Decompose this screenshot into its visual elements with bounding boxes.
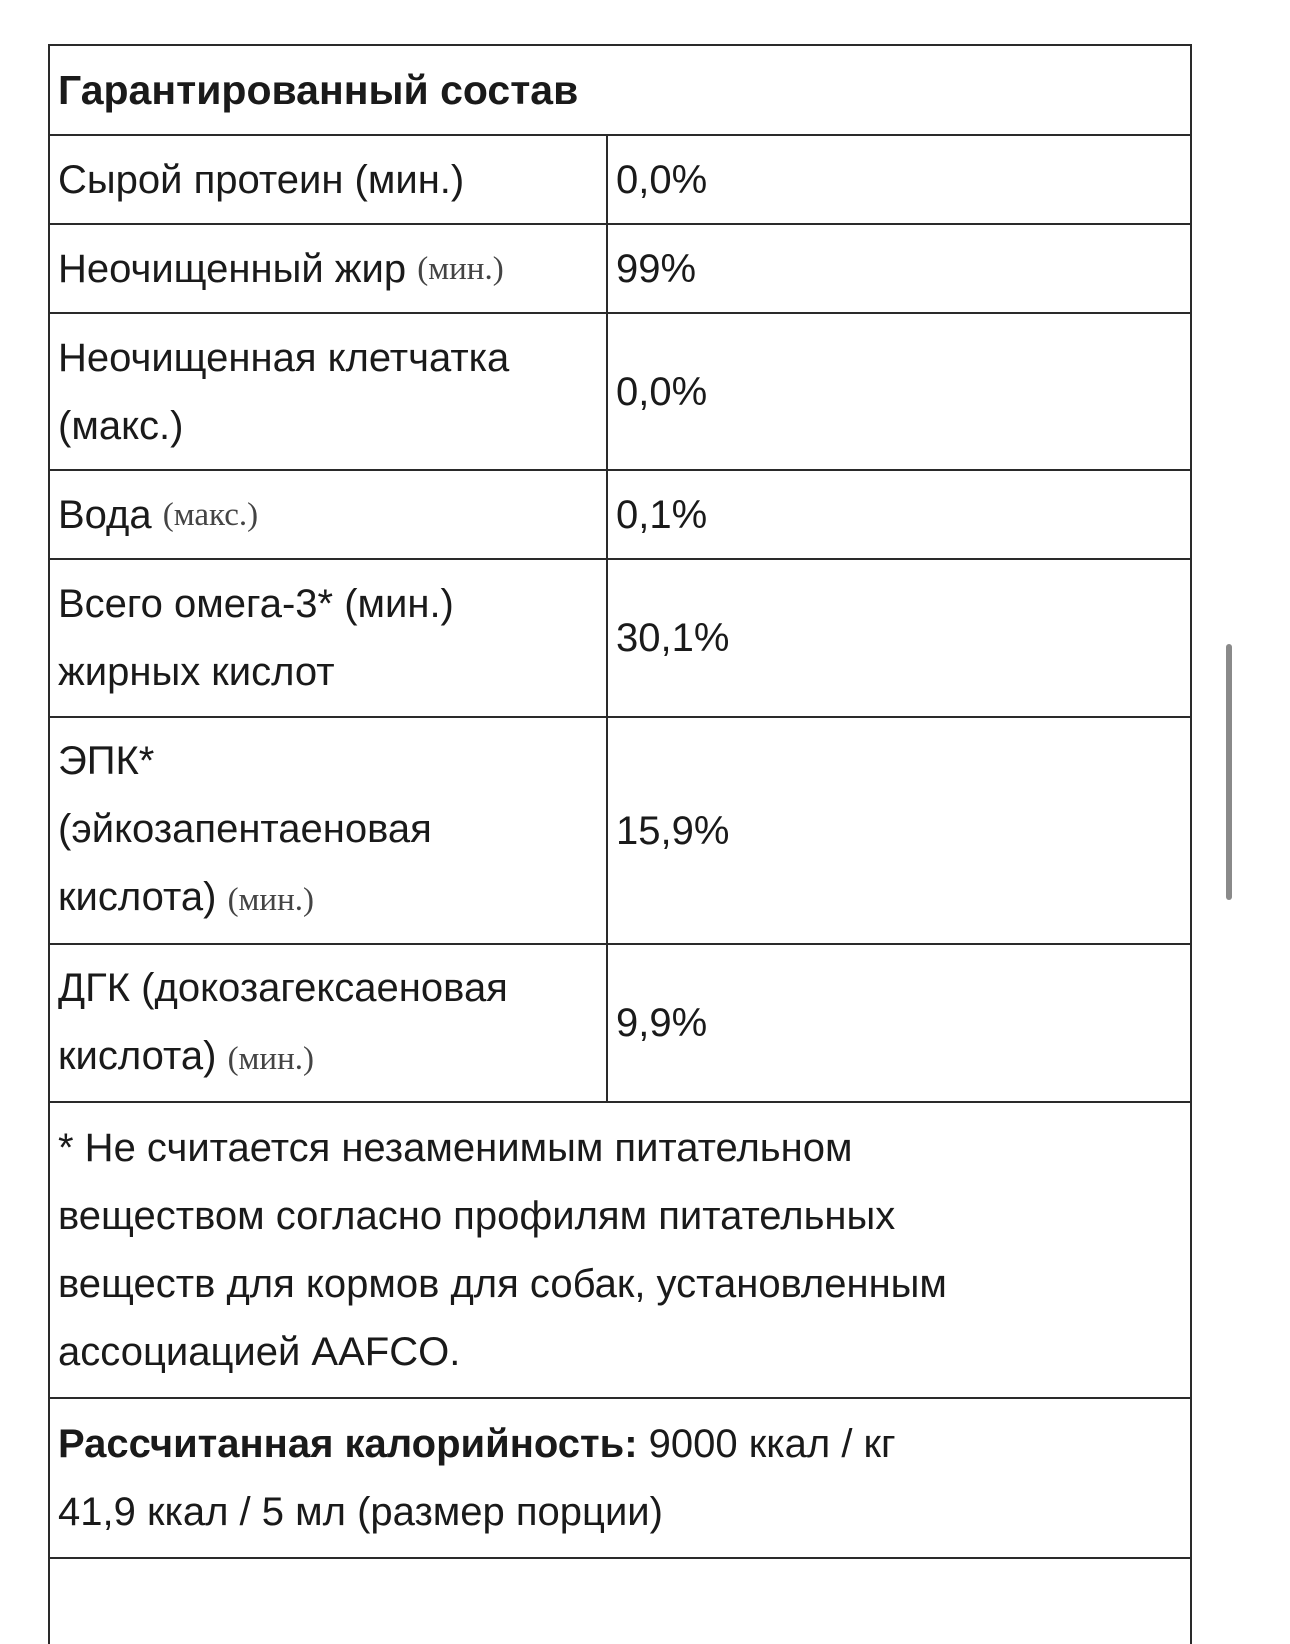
calories-serving: 41,9 ккал / 5 мл (размер порции) [58,1490,663,1534]
row-value: 99% [616,246,697,291]
guaranteed-analysis-table [48,44,1192,1644]
table-row [50,471,1190,560]
table-row [50,225,1190,314]
row-label: Сырой протеин (мин.) [50,136,608,223]
row-label-line: ДГК (докозагексаеновая [58,965,508,1010]
calories-row [50,1399,1190,1559]
row-label [50,718,608,943]
calories [50,1399,1190,1557]
calories-line [58,1410,896,1478]
table-row [50,314,1190,471]
row-label-line: Неочищенная клетчатка [58,335,510,380]
row-label [50,945,608,1101]
row-value: 15,9% [616,808,730,853]
row-label-text: Вода [58,492,152,537]
table-row [50,136,1190,225]
row-label [50,471,608,558]
footnote [50,1103,1190,1397]
footnote-row [50,1103,1190,1399]
row-label-line [58,863,314,934]
calories-value: 9000 ккал / кг [648,1422,896,1466]
row-label-line [58,1022,314,1093]
row-label-line: (макс.) [58,403,184,448]
row-value: 30,1% [616,616,730,660]
row-label-line: (эйкозапентаеновая [58,807,432,851]
vertical-scrollbar[interactable] [1226,644,1232,900]
row-label-line: Всего омега-3* (мин.) [58,582,454,626]
row-value: 0,1% [616,492,708,537]
row-value: 0,0% [616,369,708,414]
footnote-line: ассоциацией AAFCO. [58,1330,461,1374]
table-row [50,718,1190,945]
row-label [50,225,608,312]
table-title: Гарантированный состав [58,67,579,113]
row-qualifier: (мин.) [227,882,314,918]
footnote-line: * Не считается незаменимым питательном [58,1126,853,1170]
table-header-row [50,46,1190,136]
table-row [50,560,1190,718]
calories-label: Рассчитанная калорийность: [58,1422,638,1466]
row-label-line: ЭПК* [58,739,155,783]
row-value: 9,9% [616,1001,708,1045]
row-label-text: кислота) [58,875,217,919]
row-qualifier: (мин.) [227,1040,314,1077]
row-label-text: Неочищенный жир [58,246,407,291]
row-qualifier: (мин.) [417,250,504,287]
row-label-line: жирных кислот [58,650,335,694]
row-value: 0,0% [616,157,708,202]
footnote-line: веществом согласно профилям питательных [58,1194,896,1238]
row-label [50,560,608,716]
row-label [50,314,608,469]
table-row [50,945,1190,1103]
row-qualifier: (макс.) [162,496,259,533]
row-label-text: кислота) [58,1033,217,1078]
footnote-line: веществ для кормов для собак, установленным [58,1262,947,1306]
